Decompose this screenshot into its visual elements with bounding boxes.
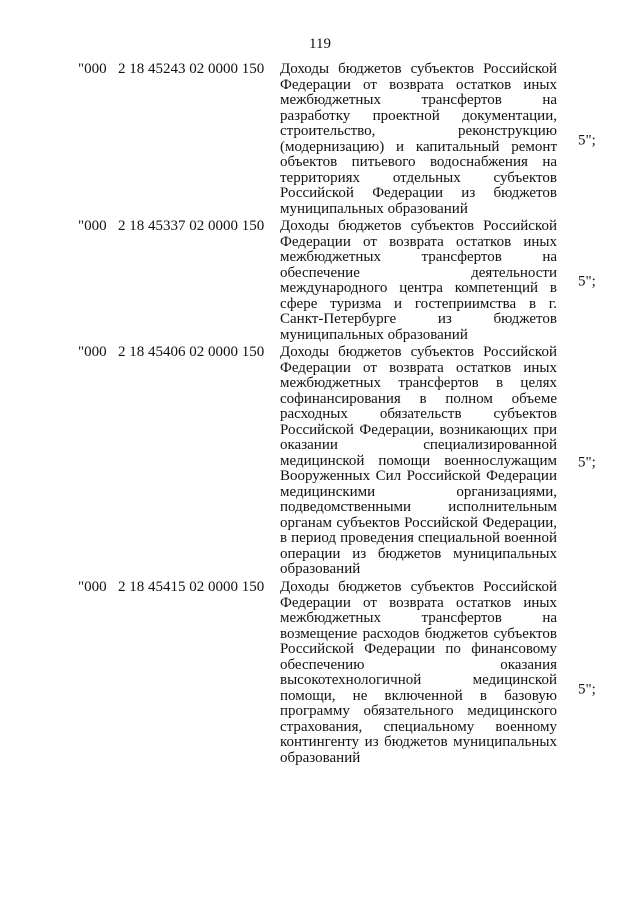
budget-code-table — [0, 62, 640, 800]
income-description: Доходы бюджетов субъектов Российской Федерации от возврата остатков иных межбюджетных трансфертов на возмещение расходов бюджетов субъектов Российской Федерации по финансовому обеспечению оказания высокотехнологичной медицинской помощи, не включенной в базовую программу обязательного медицинского страхования, специальному военному контингенту из бюджетов муниципальных образований — [280, 579, 557, 766]
table-row — [0, 219, 640, 345]
row-value: 5"; — [578, 681, 596, 698]
row-value: 5"; — [578, 131, 596, 148]
table-row — [0, 345, 640, 580]
code-prefix: "000 — [78, 218, 107, 234]
code-prefix: "000 — [78, 61, 107, 77]
income-description: Доходы бюджетов субъектов Российской Федерации от возврата остатков иных межбюджетных трансфертов на разработку проектной документации, строительство, реконструкцию (модернизацию) и капитальный ремонт объектов питьевого водоснабжения на территориях отдельных субъектов Российской Федерации из бюджетов муниципальных образований — [280, 61, 557, 217]
budget-classification-code: 2 18 45415 02 0000 150 — [118, 579, 265, 595]
budget-classification-code: 2 18 45406 02 0000 150 — [118, 344, 265, 360]
page-number: 119 — [309, 36, 331, 52]
row-value: 5"; — [578, 453, 596, 470]
budget-classification-code: 2 18 45243 02 0000 150 — [118, 61, 265, 77]
code-prefix: "000 — [78, 579, 107, 595]
row-value: 5"; — [578, 273, 596, 290]
budget-classification-code: 2 18 45337 02 0000 150 — [118, 218, 265, 234]
income-description: Доходы бюджетов субъектов Российской Федерации от возврата остатков иных межбюджетных трансфертов в целях софинансирования в полном объеме расходных обязательств субъектов Российской Федерации, возникающих при оказании специализированной медицинской помощи военнослужащим Вооруженных Сил Российской Федерации медицинскими организациями, подведомственными исполнительным органам субъектов Российской Федерации, в период проведения специальной военной операции из бюджетов муниципальных образований — [280, 344, 557, 577]
table-row — [0, 62, 640, 219]
code-prefix: "000 — [78, 344, 107, 360]
table-row — [0, 580, 640, 800]
income-description: Доходы бюджетов субъектов Российской Федерации от возврата остатков иных межбюджетных трансфертов на обеспечение деятельности международного центра компетенций в сфере туризма и гостеприимства в г. Санкт-Петербурге из бюджетов муниципальных образований — [280, 218, 557, 343]
